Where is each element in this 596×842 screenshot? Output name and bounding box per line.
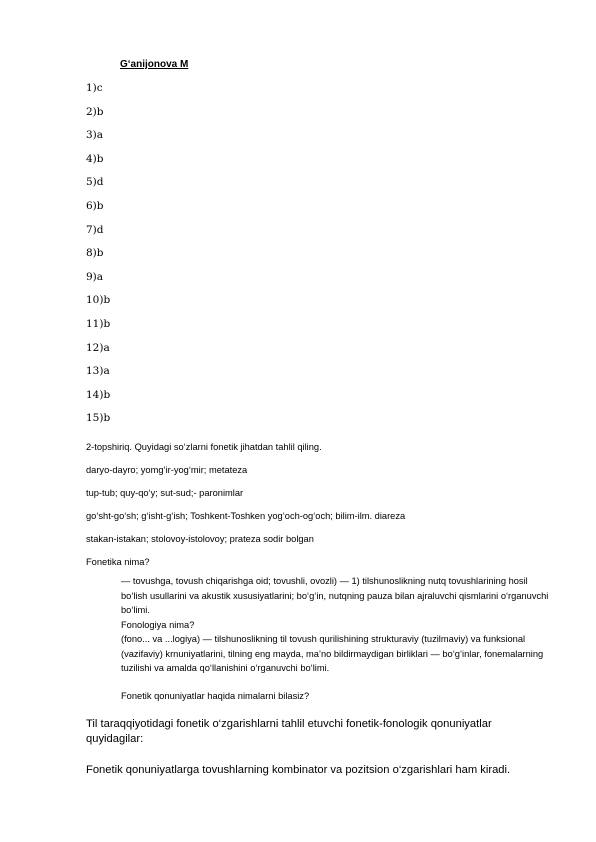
- answer-item: 15)b: [86, 412, 111, 425]
- answer-item: 7)d: [86, 223, 104, 236]
- task-heading: 2-topshiriq. Quyidagi so‘zlarni fonetik jihatdan tahlil qiling.: [86, 442, 322, 452]
- answer-item: 9)a: [86, 270, 104, 283]
- definition-fonologiya: (fono... va ...logiya) — tilshunoslikning til tovush qurilishining strukturaviy (tuzilmaviy) va funksional (vazifaviy) krnuniyatlarini, tilning eng mayda, ma’no bildirmaydigan birliklari — bo‘g‘inlar, fonemalarning tuzilishi va amalda qo‘llanishini o‘rganuvchi bo‘limi.: [121, 634, 544, 673]
- answer-item: 12)a: [86, 341, 110, 354]
- question-fonologiya: Fonologiya nima?: [121, 619, 195, 630]
- answer-item: 13)a: [86, 365, 110, 378]
- task-line-metateza: daryo-dayro; yomg‘ir-yog‘mir; metateza: [86, 465, 248, 475]
- task-line-diareza: go‘sht-go‘sh; g‘isht-g‘ish; Toshkent-Toshken yog‘och-og‘och; bilim-ilm. diareza: [86, 511, 406, 521]
- answer-item: 11)b: [86, 317, 111, 330]
- paragraph-kombinator: Fonetik qonuniyatlarga tovushlarning kombinator va pozitsion o‘zgarishlari ham kiradi.: [86, 764, 511, 776]
- answer-list: [86, 80, 110, 434]
- answer-item: 1)c: [86, 82, 103, 94]
- answer-item: 8)b: [86, 247, 104, 260]
- task-line-prateza: stakan-istakan; stolovoy-istolovoy; prateza sodir bolgan: [86, 534, 314, 544]
- question-qonuniyatlar: Fonetik qonuniyatlar haqida nimalarni bilasiz?: [121, 690, 310, 701]
- answer-item: 10)b: [86, 294, 111, 307]
- answer-item: 4)b: [86, 152, 104, 165]
- answer-item: 14)b: [86, 388, 111, 401]
- answer-item: 6)b: [86, 199, 104, 212]
- answer-item: 2)b: [86, 105, 104, 118]
- task-line-paronimlar: tup-tub; quy-qo‘y; sut-sud;- paronimlar: [86, 488, 244, 498]
- paragraph-qonuniyatlar: Til taraqqiyotidagi fonetik o‘zgarishlarni tahlil etuvchi fonetik-fonologik qonuniyatlar quyidagilar:: [86, 718, 492, 745]
- answer-item: 5)d: [86, 176, 104, 189]
- question-fonetika: Fonetika nima?: [86, 557, 150, 567]
- definition-fonetika: — tovushga, tovush chiqarishga oid; tovushli, ovozli) — 1) tilshunoslikning nutq tovushlarining hosil bo‘lish usullarini va akustik xususiyatlarini; bo‘g‘in, nutqning pauza bilan ajraluvchi qismlarini o‘rganuvchi bo‘limi.: [121, 576, 549, 615]
- definition-block: [121, 574, 551, 703]
- answer-item: 3)a: [86, 129, 104, 142]
- author-name: G‘anijonova M: [120, 59, 189, 70]
